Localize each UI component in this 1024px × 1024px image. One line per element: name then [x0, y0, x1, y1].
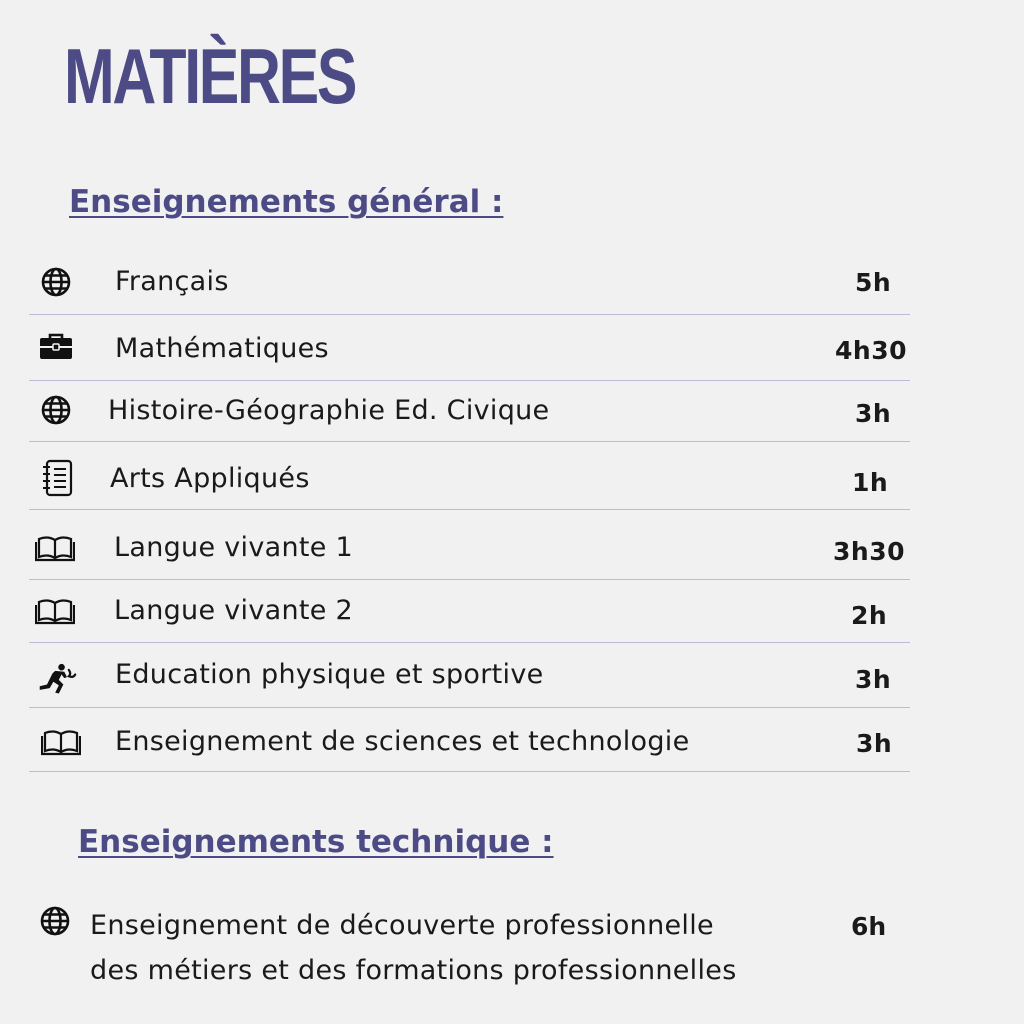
globe-icon: [36, 394, 76, 426]
open-book-icon: [35, 595, 75, 627]
open-book-icon: [35, 532, 75, 564]
globe-icon: [36, 266, 76, 298]
subject-hours: 3h: [855, 399, 892, 428]
subject-label: Mathématiques: [115, 333, 329, 364]
subject-row: [29, 381, 910, 442]
open-book-icon: [41, 726, 81, 758]
subject-hours: 3h30: [833, 537, 905, 566]
subject-hours: 3h: [855, 665, 892, 694]
notebook-icon: [37, 462, 77, 494]
subject-label-line-2: des métiers et des formations professionnelles: [90, 955, 737, 986]
subject-label: Histoire-Géographie Ed. Civique: [108, 395, 550, 426]
subject-hours: 4h30: [835, 336, 907, 365]
section-heading-technique: Enseignements technique :: [78, 824, 554, 860]
subject-label: Enseignement de sciences et technologie: [115, 726, 690, 757]
subject-label-line-1: Enseignement de découverte professionnelle: [90, 910, 714, 941]
globe-icon: [35, 905, 75, 937]
technique-subject-row: [29, 895, 910, 995]
briefcase-icon: [36, 331, 76, 363]
subject-row: [29, 643, 910, 708]
subject-label: Langue vivante 1: [114, 532, 354, 563]
subject-label: Français: [115, 266, 229, 297]
section-heading-general: Enseignements général :: [69, 184, 504, 220]
subject-label: Arts Appliqués: [110, 463, 310, 494]
subject-label: [90, 903, 810, 993]
subject-row: [29, 315, 910, 381]
subject-hours: 6h: [851, 912, 887, 941]
runner-icon: [37, 663, 77, 695]
subject-row: [29, 580, 910, 643]
subject-hours: 1h: [852, 468, 889, 497]
subject-label: Education physique et sportive: [115, 659, 544, 690]
subject-hours: 3h: [856, 729, 893, 758]
subject-row: [29, 252, 910, 315]
subject-label: Langue vivante 2: [114, 595, 354, 626]
page-title: MATIÈRES: [64, 32, 356, 120]
subject-row: [29, 510, 910, 580]
subject-row: [29, 708, 910, 772]
subject-hours: 5h: [855, 268, 892, 297]
subject-row: [29, 442, 910, 510]
subject-hours: 2h: [851, 601, 888, 630]
